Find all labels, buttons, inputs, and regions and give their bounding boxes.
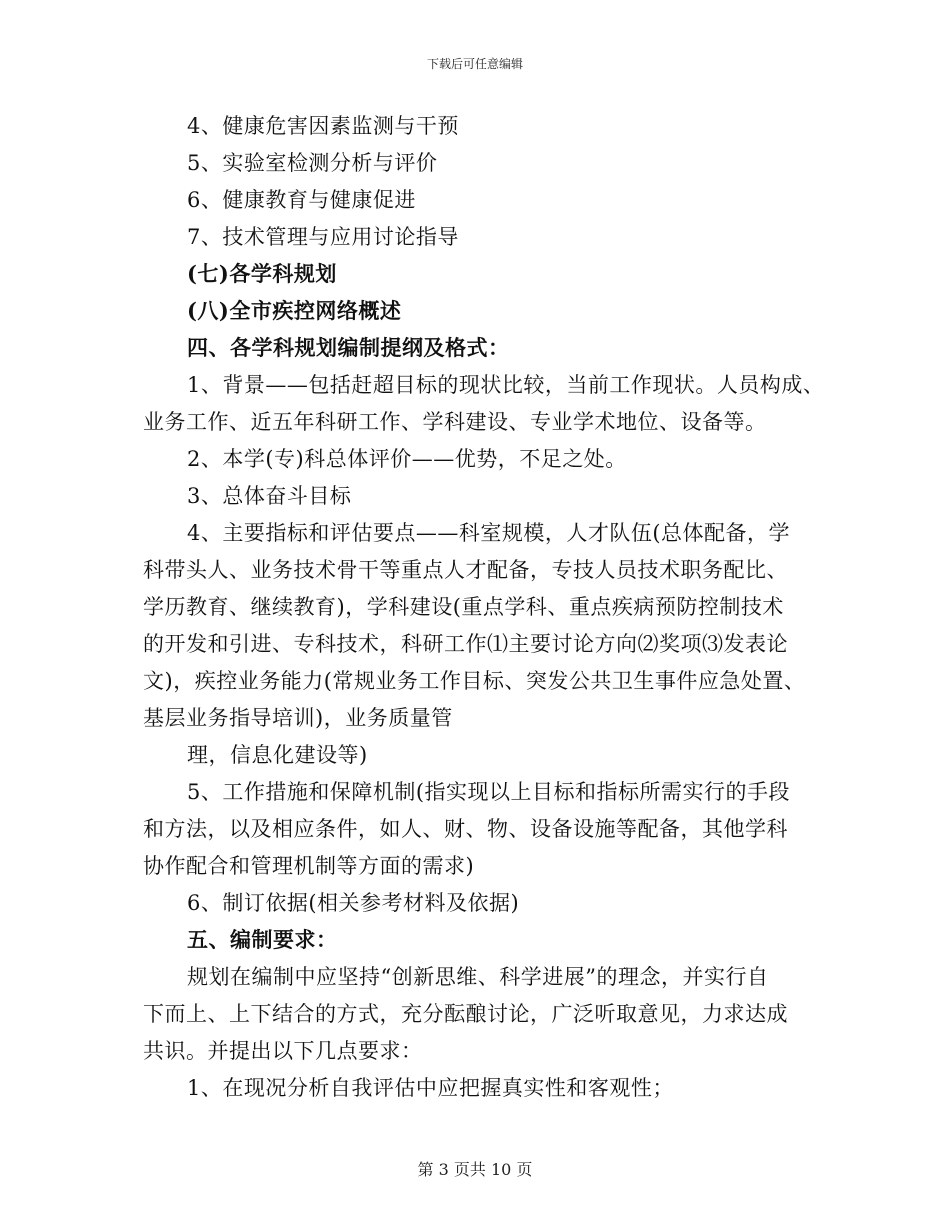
section-heading: (八)全市疾控网络概述 xyxy=(187,298,402,323)
list-item: 4、健康危害因素监测与干预 xyxy=(187,114,459,138)
paragraph-line: 学历教育、继续教育)，学科建设(重点学科、重点疾病预防控制技术 xyxy=(143,595,784,619)
section-heading: (七)各学科规划 xyxy=(187,261,337,286)
paragraph-line: 1、在现况分析自我评估中应把握真实性和客观性； xyxy=(187,1076,674,1100)
paragraph-line: 3、总体奋斗目标 xyxy=(187,484,352,508)
section-heading: 四、各学科规划编制提纲及格式： xyxy=(187,335,510,360)
paragraph-line: 协作配合和管理机制等方面的需求) xyxy=(143,854,475,878)
paragraph-line: 理，信息化建设等) xyxy=(187,743,368,767)
paragraph-line: 1、背景——包括赶超目标的现状比较，当前工作现状。人员构成、 xyxy=(187,373,825,397)
paragraph-line: 和方法，以及相应条件，如人、财、物、设备设施等配备，其他学科 xyxy=(143,817,788,841)
list-item: 7、技术管理与应用讨论指导 xyxy=(187,225,459,249)
paragraph-line: 业务工作、近五年科研工作、学科建设、专业学术地位、设备等。 xyxy=(143,410,767,434)
paragraph-line: 共识。并提出以下几点要求： xyxy=(143,1039,423,1063)
paragraph-line: 的开发和引进、专科技术，科研工作⑴主要讨论方向⑵奖项⑶发表论 xyxy=(143,632,788,656)
paragraph-line: 基层业务指导培训)，业务质量管 xyxy=(143,706,453,730)
paragraph-line: 5、工作措施和保障机制(指实现以上目标和指标所需实行的手段 xyxy=(187,780,791,804)
paragraph-line: 规划在编制中应坚持“创新思维、科学进展”的理念，并实行自 xyxy=(187,965,769,989)
section-heading: 五、编制要求： xyxy=(187,927,338,952)
paragraph-line: 2、本学(专)科总体评价——优势，不足之处。 xyxy=(187,447,627,471)
list-item: 6、健康教育与健康促进 xyxy=(187,188,416,212)
paragraph-line: 文)，疾控业务能力(常规业务工作目标、突发公共卫生事件应急处置、 xyxy=(143,669,806,693)
page-header: 下载后可任意编辑 xyxy=(426,57,523,71)
paragraph-line: 6、制订依据(相关参考材料及依据) xyxy=(187,891,520,915)
paragraph-line: 科带头人、业务技术骨干等重点人才配备，专技人员技术职务配比、 xyxy=(143,558,788,582)
paragraph-line: 4、主要指标和评估要点——科室规模，人才队伍(总体配备，学 xyxy=(187,521,791,545)
paragraph-line: 下而上、上下结合的方式，充分酝酿讨论，广泛听取意见，力求达成 xyxy=(143,1002,788,1026)
list-item: 5、实验室检测分析与评价 xyxy=(187,151,438,175)
page-footer: 第 3 页共 10 页 xyxy=(417,1160,533,1179)
